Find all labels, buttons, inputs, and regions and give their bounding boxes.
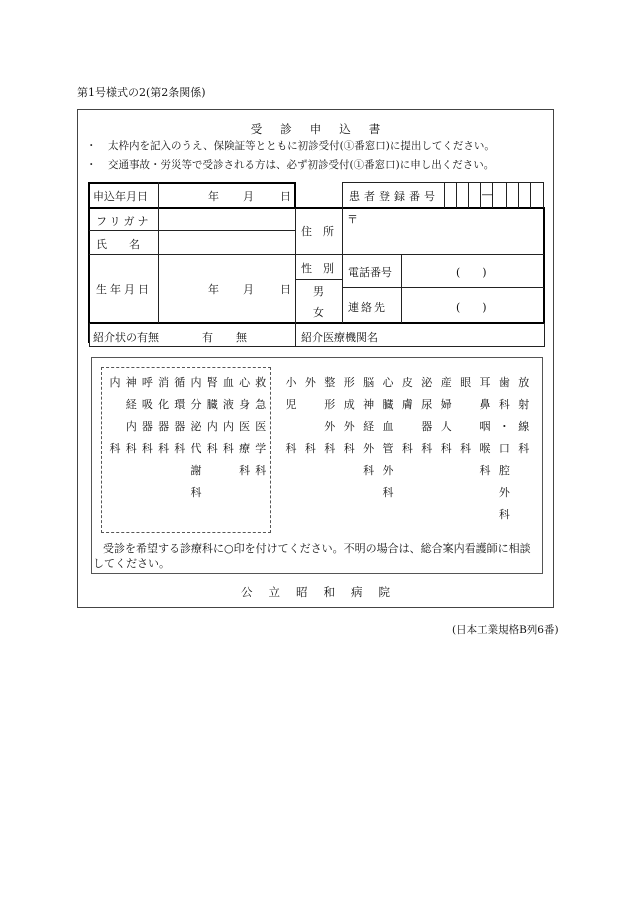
- department-char: 成: [343, 398, 355, 411]
- department-char: 臓: [206, 398, 218, 411]
- department-char: 管: [382, 442, 394, 455]
- date-year: 年: [208, 190, 219, 203]
- department-char: 神: [125, 376, 137, 389]
- department-char: 神: [363, 398, 375, 411]
- birth-date-label: 生年月日: [96, 283, 152, 296]
- patient-number-label: 患者登録番号: [349, 190, 439, 203]
- hospital-char: 病: [351, 585, 363, 599]
- department-char: 外: [343, 420, 355, 433]
- department-char: 内: [190, 376, 202, 389]
- department-char: 血: [222, 376, 234, 389]
- department-char: 外: [498, 486, 510, 499]
- department-char: 内: [222, 420, 234, 433]
- department-char: 経: [125, 398, 137, 411]
- department-char: 産: [440, 376, 452, 389]
- department-option[interactable]: [323, 372, 337, 460]
- department-char: 器: [421, 420, 433, 433]
- department-char: 泌: [190, 420, 202, 433]
- department-option[interactable]: [124, 372, 138, 460]
- department-char: 科: [498, 508, 510, 521]
- hospital-char: 昭: [296, 585, 308, 599]
- bullet: ・: [86, 140, 97, 152]
- title-char: 書: [368, 122, 381, 136]
- department-char: 外: [363, 442, 375, 455]
- department-char: 医: [239, 420, 251, 433]
- department-char: 科: [401, 442, 413, 455]
- department-char: 化: [158, 398, 170, 411]
- department-char: 児: [285, 398, 297, 411]
- date-month: 月: [243, 190, 254, 203]
- department-char: 腔: [498, 464, 510, 477]
- department-char: 鼻: [479, 398, 491, 411]
- phone-parens: ( ): [456, 266, 487, 279]
- department-char: ・: [498, 420, 510, 433]
- department-char: [400, 416, 414, 438]
- department-char: 救: [255, 376, 267, 389]
- department-option[interactable]: [478, 372, 492, 482]
- department-char: 心: [382, 376, 394, 389]
- department-char: 科: [239, 464, 251, 477]
- hospital-char: 院: [378, 585, 390, 599]
- department-char: 科: [190, 486, 202, 499]
- date-day: 日: [280, 190, 291, 203]
- department-char: 形: [324, 398, 336, 411]
- department-char: 科: [421, 442, 433, 455]
- department-char: 外: [382, 464, 394, 477]
- department-char: 分: [190, 398, 202, 411]
- department-char: 皮: [401, 376, 413, 389]
- department-char: 科: [460, 442, 472, 455]
- department-option[interactable]: [254, 372, 268, 482]
- department-char: 内: [109, 376, 121, 389]
- department-option[interactable]: [238, 372, 252, 482]
- department-option[interactable]: [205, 372, 219, 460]
- department-char: 口: [498, 442, 510, 455]
- department-char: 科: [498, 398, 510, 411]
- department-char: 科: [518, 442, 530, 455]
- department-char: 医: [255, 420, 267, 433]
- referral-yes[interactable]: 有: [202, 331, 213, 344]
- hospital-char: 立: [268, 585, 280, 599]
- address-label: 住 所: [301, 225, 334, 238]
- note-2: [86, 157, 494, 172]
- department-char: 科: [343, 442, 355, 455]
- department-char: 急: [255, 398, 267, 411]
- department-option[interactable]: [157, 372, 171, 460]
- name-label: 氏 名: [96, 238, 140, 251]
- furigana-label: フリガナ: [96, 215, 152, 228]
- department-option[interactable]: [420, 372, 434, 460]
- department-char: 科: [158, 442, 170, 455]
- department-char: 整: [324, 376, 336, 389]
- department-char: 腎: [206, 376, 218, 389]
- department-char: 歯: [498, 376, 510, 389]
- department-char: 婦: [440, 398, 452, 411]
- department-char: [108, 394, 122, 416]
- sex-male[interactable]: 男: [313, 285, 324, 298]
- contact-parens: ( ): [456, 301, 487, 314]
- title-char: 受: [250, 122, 263, 136]
- department-char: 代: [190, 442, 202, 455]
- patient-number-separator: ―: [482, 188, 493, 201]
- department-char: 科: [324, 442, 336, 455]
- department-char: 循: [174, 376, 186, 389]
- department-char: 環: [174, 398, 186, 411]
- department-option[interactable]: [439, 372, 453, 460]
- department-char: 科: [304, 442, 316, 455]
- department-char: 身: [239, 398, 251, 411]
- department-option[interactable]: [362, 372, 376, 482]
- hospital-name: [77, 584, 554, 600]
- department-char: 人: [440, 420, 452, 433]
- department-char: 放: [518, 376, 530, 389]
- department-char: 臓: [382, 398, 394, 411]
- department-char: 咽: [479, 420, 491, 433]
- title-char: 診: [280, 122, 292, 136]
- department-char: 科: [174, 442, 186, 455]
- phone-label: 電話番号: [348, 266, 392, 279]
- department-char: 経: [363, 420, 375, 433]
- department-option[interactable]: [284, 372, 298, 460]
- department-option[interactable]: [517, 372, 531, 460]
- department-char: [303, 416, 317, 438]
- department-char: 器: [158, 420, 170, 433]
- department-option[interactable]: [342, 372, 356, 460]
- department-option[interactable]: [173, 372, 187, 460]
- department-char: 射: [518, 398, 530, 411]
- department-char: 科: [285, 442, 297, 455]
- title-char: 申: [309, 122, 322, 136]
- department-option[interactable]: [459, 372, 473, 460]
- department-char: 療: [239, 442, 251, 455]
- department-option[interactable]: [400, 372, 414, 460]
- department-char: 血: [382, 420, 394, 433]
- birth-day: 日: [280, 283, 291, 296]
- birth-month: 月: [243, 283, 254, 296]
- department-char: 外: [324, 420, 336, 433]
- department-char: 謝: [190, 464, 202, 477]
- department-option[interactable]: [381, 372, 395, 504]
- department-char: [284, 416, 298, 438]
- paper-size-note: (日本工業規格B列6番): [452, 624, 559, 636]
- department-char: 尿: [421, 398, 433, 411]
- department-char: 膚: [401, 398, 413, 411]
- department-char: 形: [343, 376, 355, 389]
- department-char: [459, 394, 473, 416]
- department-char: 線: [518, 420, 530, 433]
- form-number-header: 第1号様式の2(第2条関係): [77, 86, 206, 99]
- department-char: 耳: [479, 376, 491, 389]
- department-char: 喉: [479, 442, 491, 455]
- department-char: 外: [304, 376, 316, 389]
- department-char: 学: [255, 442, 267, 455]
- department-char: 科: [141, 442, 153, 455]
- department-option[interactable]: [497, 372, 511, 526]
- referral-no[interactable]: 無: [236, 331, 247, 344]
- department-char: 科: [109, 442, 121, 455]
- note-1: [86, 138, 495, 153]
- department-option[interactable]: [221, 372, 235, 460]
- department-char: 科: [125, 442, 137, 455]
- department-option[interactable]: [140, 372, 154, 460]
- department-instruction: 受診を希望する診療科に○印を付けてください。不明の場合は、総合案内看護師に相談してください。: [93, 542, 531, 570]
- department-option[interactable]: [303, 372, 317, 460]
- department-char: 泌: [421, 376, 433, 389]
- sex-female[interactable]: 女: [313, 306, 324, 319]
- department-char: 眼: [460, 376, 472, 389]
- hospital-char: 和: [323, 585, 335, 599]
- department-char: 科: [255, 464, 267, 477]
- contact-label: 連絡先: [348, 301, 387, 314]
- department-char: 心: [239, 376, 251, 389]
- department-char: 科: [363, 464, 375, 477]
- postal-mark: 〒: [347, 213, 358, 226]
- birth-year: 年: [208, 283, 219, 296]
- department-char: 科: [206, 442, 218, 455]
- department-char: 吸: [141, 398, 153, 411]
- department-char: 科: [382, 486, 394, 499]
- department-char: 脳: [363, 376, 375, 389]
- form-title: [77, 121, 554, 137]
- title-char: 込: [339, 122, 351, 136]
- department-char: 器: [141, 420, 153, 433]
- department-char: 液: [222, 398, 234, 411]
- department-char: 科: [222, 442, 234, 455]
- department-char: [303, 394, 317, 416]
- department-option[interactable]: [108, 372, 122, 460]
- department-char: [459, 416, 473, 438]
- department-char: 科: [479, 464, 491, 477]
- department-char: [108, 416, 122, 438]
- department-char: 器: [174, 420, 186, 433]
- hospital-char: 公: [241, 585, 253, 599]
- note-text: 太枠内を記入のうえ、保険証等とともに初診受付(①番窓口)に提出してください。: [108, 140, 495, 152]
- department-char: 内: [206, 420, 218, 433]
- bullet: ・: [86, 159, 97, 171]
- department-char: 呼: [141, 376, 153, 389]
- department-char: 小: [285, 376, 297, 389]
- referral-label: 紹介状の有無: [93, 331, 159, 344]
- referral-institution-label: 紹介医療機関名: [301, 331, 378, 344]
- sex-label: 性 別: [301, 262, 334, 275]
- department-option[interactable]: [189, 372, 203, 504]
- department-char: 消: [158, 376, 170, 389]
- note-text: 交通事故・労災等で受診される方は、必ず初診受付(①番窓口)に申し出ください。: [108, 159, 495, 171]
- department-char: 内: [125, 420, 137, 433]
- application-date-label: 申込年月日: [93, 190, 148, 203]
- department-char: 科: [440, 442, 452, 455]
